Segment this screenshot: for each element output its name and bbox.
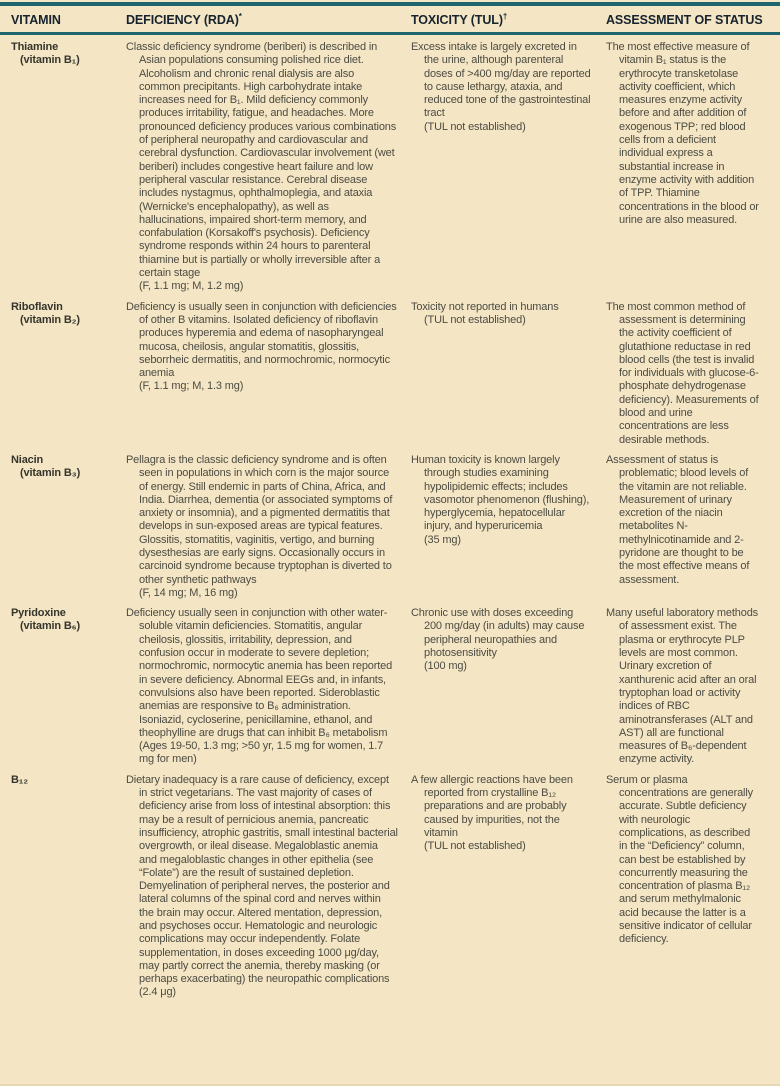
deficiency-cell <box>126 607 411 767</box>
deficiency-text: Dietary inadequacy is a rare cause of deficiency, except in strict vegetarians. The vast majority of cases of deficiency arise from loss of intestinal absorption: this may be a result of pernicious anemia, pancreatic insufficiency, atrophic gastritis, small intestinal bacterial overgrowth, or ileal disease. Megaloblastic anemia and megaloblastic changes in other epithelia (see “Folate”) are the result of sustained depletion. Demyelination of peripheral nerves, the posterior and lateral columns of the spinal cord and nerves within the brain may occur. Altered mentation, depression, and psychoses occur. Hematologic and neurologic complications may occur independently. Folate supplementation, in doses exceeding 1000 μg/day, may partly correct the anemia, thereby masking (or perhaps exacerbating) the neuropathic complications <box>126 773 398 986</box>
table-row-pyridoxine <box>11 607 772 774</box>
deficiency-cell <box>126 774 411 1000</box>
vitamin-name: B₁₂ <box>11 773 28 786</box>
column-header-assessment <box>606 13 772 27</box>
toxicity-text: Toxicity not reported in humans <box>411 300 559 313</box>
rda-value: (F, 1.1 mg; M, 1.2 mg) <box>139 280 244 293</box>
table-row-niacin <box>11 454 772 607</box>
toxicity-cell <box>411 607 606 767</box>
vitamin-subname: (vitamin B₁) <box>20 54 80 67</box>
column-header-deficiency <box>126 13 411 27</box>
table-row-b12 <box>11 774 772 1007</box>
tul-value: (TUL not established) <box>424 840 526 853</box>
toxicity-text: Human toxicity is known largely through studies examining hypolipidemic effects; includes vasomotor phenomenon (flushing), hyperglycemia, hepatocellular injury, and hyperuricemia <box>411 453 590 533</box>
assessment-cell <box>606 774 772 1000</box>
deficiency-cell <box>126 41 411 294</box>
tul-value: (TUL not established) <box>424 120 526 133</box>
table-row-riboflavin <box>11 301 772 454</box>
vitamin-name: Thiamine <box>11 41 59 53</box>
assessment-cell <box>606 41 772 294</box>
footnote-asterisk-marker: * <box>238 11 242 21</box>
vitamin-subname: (vitamin B₆) <box>20 620 81 633</box>
vitamin-cell <box>11 774 126 1000</box>
assessment-cell <box>606 607 772 767</box>
table-header-row <box>0 6 780 32</box>
vitamin-name: Riboflavin <box>11 300 63 313</box>
tul-value: (TUL not established) <box>424 313 526 326</box>
rda-value: (Ages 19-50, 1.3 mg; >50 yr, 1.5 mg for women, 1.7 mg for men) <box>139 740 384 766</box>
rda-value: (2.4 μg) <box>139 986 176 999</box>
deficiency-cell <box>126 301 411 447</box>
tul-value: (100 mg) <box>424 660 467 673</box>
vitamin-cell <box>11 301 126 447</box>
vitamin-cell <box>11 454 126 600</box>
table-row-thiamine <box>11 41 772 301</box>
toxicity-text: A few allergic reactions have been reported from crystalline B₁₂ preparations and are probably caused by impurities, not the vitamin <box>411 773 573 839</box>
column-header-assessment-label: ASSESSMENT OF STATUS <box>606 13 763 27</box>
toxicity-text: Excess intake is largely excreted in the urine, although parenteral doses of >400 mg/day are reported to cause lethargy, ataxia, and reduced tone of the gastrointestinal tract <box>411 41 591 120</box>
assessment-text: Many useful laboratory methods of assessment exist. The plasma or erythrocyte PLP levels are most common. Urinary excretion of xanthurenic acid after an oral tryptophan load or activity indices of RBC aminotransferases (ALT and AST) all are functional measures of B₆-dependent enzyme activity. <box>606 607 759 766</box>
deficiency-text: Deficiency is usually seen in conjunction with deficiencies of other B vitamins. Isolated deficiency of riboflavin produces hyperemia and edema of nasopharyngeal mucosa, cheilosis, angular stomatitis, glossitis, seborrheic dermatitis, and normochromic, normocytic anemia <box>126 300 397 380</box>
column-header-toxicity <box>411 13 606 27</box>
rda-value: (F, 1.1 mg; M, 1.3 mg) <box>139 380 244 393</box>
assessment-text: The most common method of assessment is determining the activity coefficient of glutathione reductase in red blood cells (the test is invalid for individuals with glucose-6-phosphate dehydrogenase deficiency). Measurements of blood and urine concentrations are less desirable methods. <box>606 300 759 446</box>
vitamin-name: Niacin <box>11 453 44 466</box>
tul-value: (35 mg) <box>424 533 461 546</box>
toxicity-cell <box>411 41 606 294</box>
deficiency-text: Deficiency usually seen in conjunction with other water-soluble vitamin deficiencies. Stomatitis, angular cheilosis, glossitis, irritability, depression, and confusion occur in moderate to severe depletion; normochromic, normocytic anemia has been reported in severe deficiency. Abnormal EEGs and, in infants, convulsions also have been reported. Sideroblastic anemias are responsive to B₆ administration. Isoniazid, cycloserine, penicillamine, ethanol, and theophylline are drugs that can inhibit B₆ metabolism <box>126 607 393 739</box>
toxicity-text: Chronic use with doses exceeding 200 mg/day (in adults) may cause peripheral neuropathies and photosensitivity <box>411 607 585 660</box>
table-body <box>0 35 780 1007</box>
deficiency-text: Classic deficiency syndrome (beriberi) is described in Asian populations consuming polished rice diet. Alcoholism and chronic renal dialysis are also common precipitants. High carbohydrate intake increases need for B₁. Mild deficiency commonly produces irritability, fatigue, and headaches. More pronounced deficiency produces various combinations of peripheral neuropathy and cardiovascular and cerebral dysfunction. Cardiovascular involvement (wet beriberi) includes congestive heart failure and low peripheral vascular resistance. Cerebral disease includes nystagmus, ophthalmoplegia, and ataxia (Wernicke's encephalopathy), as well as hallucinations, impaired short-term memory, and confabulation (Korsakoff's psychosis). Deficiency syndrome responds within 24 hours to parenteral thiamine but is partially or wholly irreversible after a certain stage <box>126 41 397 280</box>
column-header-vitamin <box>11 13 126 27</box>
rda-value: (F, 14 mg; M, 16 mg) <box>139 586 238 599</box>
vitamin-cell <box>11 41 126 294</box>
deficiency-cell <box>126 454 411 600</box>
vitamin-cell <box>11 607 126 767</box>
column-header-vitamin-label: VITAMIN <box>11 13 61 27</box>
assessment-cell <box>606 454 772 600</box>
deficiency-text: Pellagra is the classic deficiency syndrome and is often seen in populations in which corn is the major source of energy. Still endemic in parts of China, Africa, and India. Diarrhea, dementia (or associated symptoms of anxiety or insomnia), and a pigmented dermatitis that develops in sun-exposed areas are typical features. Glossitis, stomatitis, vaginitis, vertigo, and burning dysesthesias are early signs. Occasionally occurs in carcinoid syndrome because tryptophan is diverted to other synthetic pathways <box>126 453 393 586</box>
toxicity-cell <box>411 301 606 447</box>
column-header-deficiency-label: DEFICIENCY (RDA) <box>126 13 239 27</box>
vitamin-name: Pyridoxine <box>11 607 66 620</box>
toxicity-cell <box>411 774 606 1000</box>
footnote-dagger-marker: † <box>502 11 508 21</box>
vitamin-subname: (vitamin B₃) <box>20 467 81 480</box>
assessment-text: The most effective measure of vitamin B₁ status is the erythrocyte transketolase activity coefficient, which measures enzyme activity before and after addition of exogenous TPP; red blood cells from a deficient individual express a substantial increase in enzyme activity with addition of TPP. Thiamine concentrations in the blood or urine are also measured. <box>606 41 759 226</box>
column-header-toxicity-label: TOXICITY (TUL) <box>411 13 503 27</box>
assessment-text: Assessment of status is problematic; blood levels of the vitamin are not reliable. Measurement of urinary excretion of the niacin metabolites N-methylnicotinamide and 2-pyridone are thought to be the most effective means of assessment. <box>606 453 750 586</box>
assessment-text: Serum or plasma concentrations are generally accurate. Subtle deficiency with neurologic complications, as described in the “Deficiency” column, can best be established by concurrently measuring the concentration of plasma B₁₂ and serum methylmalonic acid because the latter is a sensitive indicator of cellular deficiency. <box>606 773 753 946</box>
assessment-cell <box>606 301 772 447</box>
toxicity-cell <box>411 454 606 600</box>
vitamin-subname: (vitamin B₂) <box>20 313 80 326</box>
